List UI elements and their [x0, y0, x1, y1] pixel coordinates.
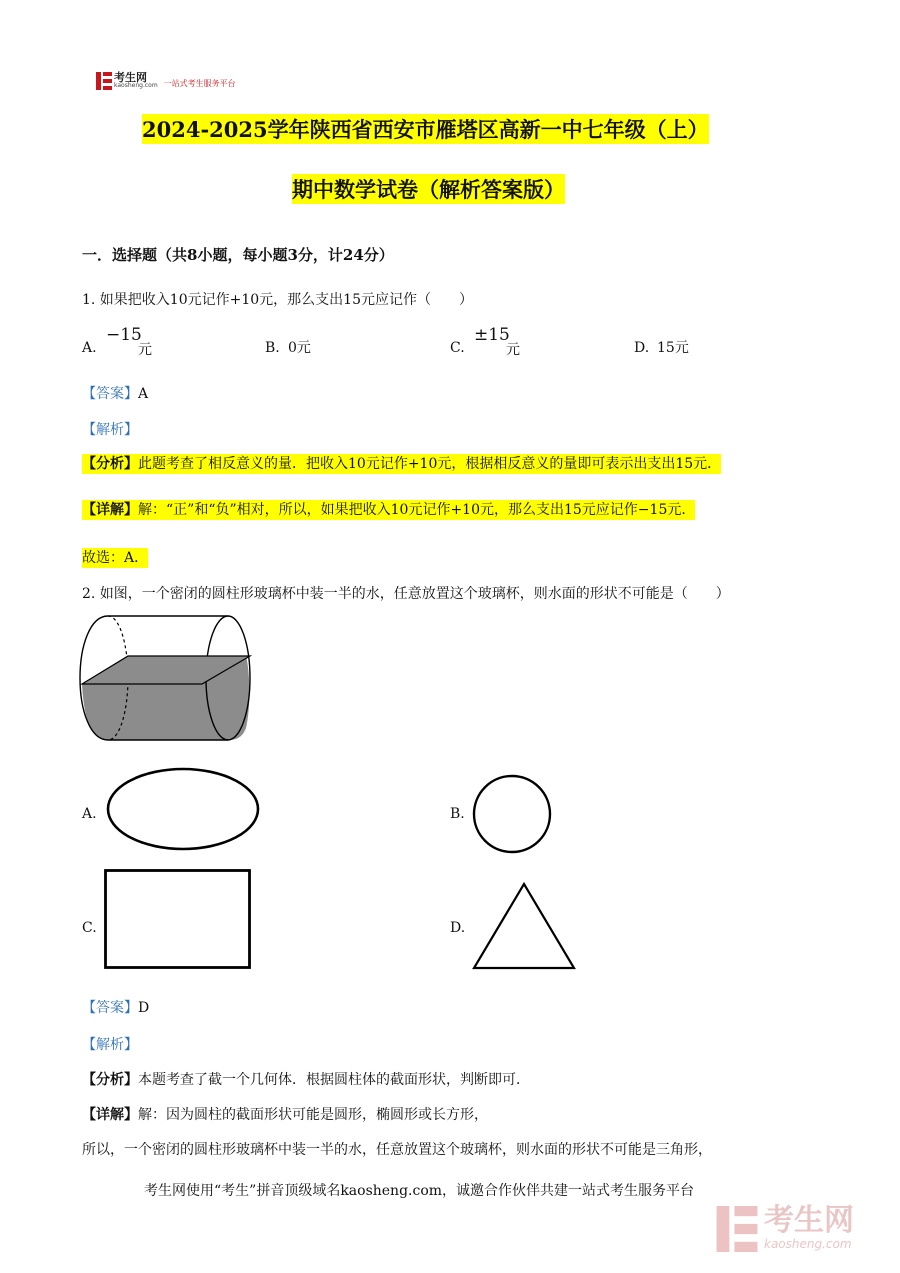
cylinder-figure [78, 612, 254, 744]
q1-conclusion: 故选：A． [82, 550, 149, 566]
xiangjie-label: 【详解】 [82, 1107, 138, 1123]
page-title-line1: 2024-2025学年陕西省西安市雁塔区高新一中七年级（上） [142, 114, 709, 144]
site-logo [96, 72, 236, 94]
q2-option-d-label: D. [450, 920, 466, 936]
fenxi-label: 【分析】 [82, 456, 138, 472]
option-b-circle-shape [470, 772, 554, 856]
q1-analysis-label: 【解析】 [82, 422, 138, 438]
q1-option-a-value: −15 [106, 325, 142, 345]
logo-slogan: 一站式考生服务平台 [163, 79, 236, 88]
q2-option-b-label: B. [450, 806, 465, 822]
q1-option-b-label: B. [265, 340, 280, 356]
page-footer: 考生网使用“考生”拼音顶级域名kaosheng.com，诚邀合作伙伴共建一站式考生服务平台 [144, 1183, 695, 1199]
q1-fenxi [82, 454, 721, 474]
watermark-domain: kaosheng.com [764, 1237, 852, 1251]
q2-fenxi [82, 1070, 530, 1090]
fenxi-label: 【分析】 [82, 1072, 138, 1088]
kaosheng-logo-icon [96, 72, 112, 90]
q2-xiangjie [82, 1105, 488, 1125]
q2-fenxi-text: 本题考查了截一个几何体．根据圆柱体的截面形状，判断即可． [138, 1072, 530, 1088]
logo-domain: kaosheng.com [114, 82, 158, 89]
q1-option-d-text: 15元 [657, 340, 689, 356]
q1-option-a-unit: 元 [138, 342, 152, 358]
q2-stem: 2. 如图，一个密闭的圆柱形玻璃杯中装一半的水，任意放置这个玻璃杯，则水面的形状不可能是（ ） [82, 586, 730, 602]
q2-answer [82, 998, 149, 1018]
section-heading: 一．选择题（共8小题，每小题3分，计24分） [82, 246, 394, 264]
q1-option-b-text: 0元 [288, 340, 311, 356]
q1-xiangjie [82, 500, 695, 520]
answer-label: 【答案】 [82, 386, 138, 402]
q1-option-a-label: A. [82, 340, 97, 356]
q2-option-a-label: A. [82, 806, 97, 822]
page-title-line2: 期中数学试卷（解析答案版） [292, 174, 565, 204]
answer-label: 【答案】 [82, 1000, 138, 1016]
option-a-ellipse-shape [104, 766, 262, 852]
watermark-name: 考生网 [764, 1203, 854, 1238]
option-c-rectangle-shape [103, 868, 253, 972]
q1-answer [82, 384, 148, 404]
q1-xiangjie-text: 解：“正”和“负”相对，所以，如果把收入10元记作+10元，那么支出15元应记作−15元． [138, 502, 696, 518]
watermark-logo-icon [716, 1206, 758, 1252]
q1-option-c-unit: 元 [506, 342, 520, 358]
q1-option-d-label: D. [634, 340, 650, 356]
q2-continuation: 所以，一个密闭的圆柱形玻璃杯中装一半的水，任意放置这个玻璃杯，则水面的形状不可能是三角形， [82, 1142, 712, 1158]
q1-stem: 1. 如果把收入10元记作+10元，那么支出15元应记作（ ） [82, 292, 473, 308]
q2-analysis-label: 【解析】 [82, 1037, 138, 1053]
q2-answer-value: D [138, 1000, 150, 1016]
xiangjie-label: 【详解】 [82, 502, 138, 518]
q1-option-c-label: C. [450, 340, 465, 356]
q1-answer-value: A [138, 386, 149, 402]
watermark [716, 1203, 854, 1252]
option-d-triangle-shape [470, 880, 578, 972]
logo-name: 考生网 [114, 71, 147, 84]
q1-fenxi-text: 此题考查了相反意义的量．把收入10元记作+10元，根据相反意义的量即可表示出支出15元． [138, 456, 722, 472]
q2-xiangjie-text: 解：因为圆柱的截面形状可能是圆形，椭圆形或长方形， [138, 1107, 488, 1123]
q1-option-c-value: ±15 [474, 325, 510, 345]
q2-option-c-label: C. [82, 920, 97, 936]
